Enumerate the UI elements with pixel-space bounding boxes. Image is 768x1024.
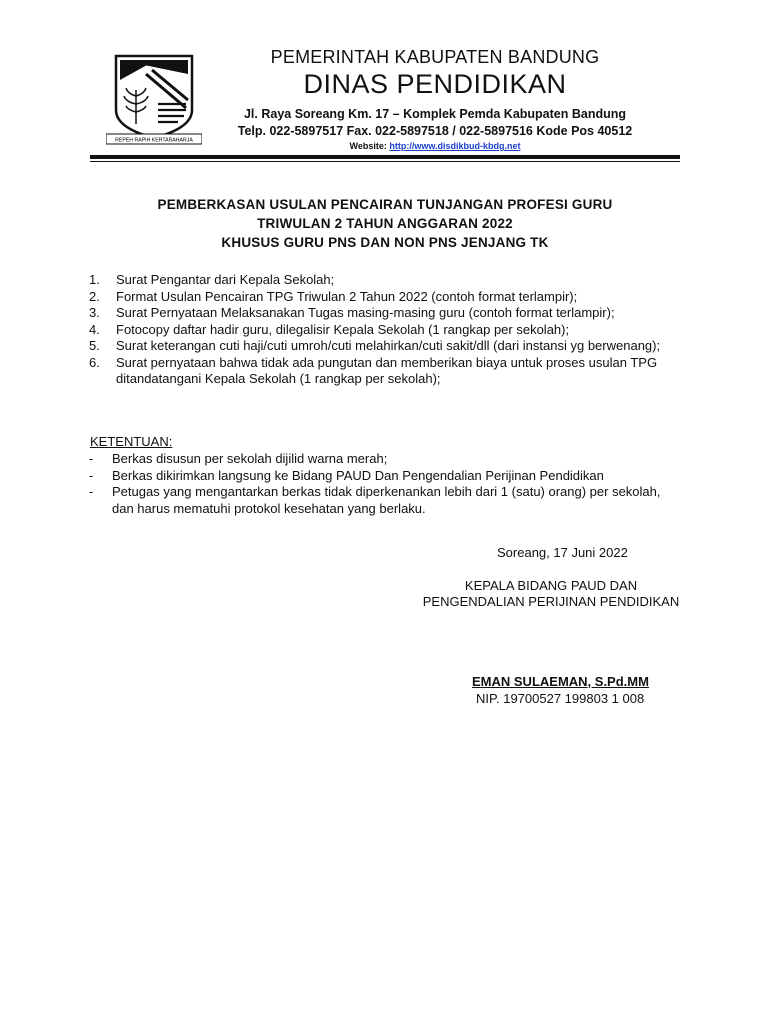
item-text: Berkas disusun per sekolah dijilid warna merah; xyxy=(112,451,388,466)
item-text: Surat Pengantar dari Kepala Sekolah; xyxy=(116,272,335,287)
signer-position xyxy=(420,578,682,610)
item-number: 5. xyxy=(89,338,100,353)
item-number: 1. xyxy=(89,272,100,287)
position-line-2: PENGENDALIAN PERIJINAN PENDIDIKAN xyxy=(422,594,680,609)
list-item xyxy=(89,451,679,468)
item-text: Format Usulan Pencairan TPG Triwulan 2 Tahun 2022 (contoh format terlampir); xyxy=(116,288,578,304)
address: Jl. Raya Soreang Km. 17 – Komplek Pemda Kabupaten Bandung xyxy=(243,107,627,121)
title-line-3: KHUSUS GURU PNS DAN NON PNS JENJANG TK xyxy=(221,235,549,250)
position-line-1: KEPALA BIDANG PAUD DAN xyxy=(464,578,638,593)
list-item xyxy=(89,289,679,306)
signer-name: EMAN SULAEMAN, S.Pd.MM xyxy=(472,674,649,689)
letterhead-rule-thick xyxy=(90,155,680,159)
logo-motto: REPEH RAPIH KERTARAHARJA xyxy=(115,137,193,144)
website-label: Website: xyxy=(349,141,387,151)
list-item xyxy=(89,484,679,517)
item-dash: - xyxy=(89,451,94,466)
title-line-2: TRIWULAN 2 TAHUN ANGGARAN 2022 xyxy=(257,216,513,231)
list-item xyxy=(89,338,679,355)
website-line xyxy=(200,140,670,153)
item-number: 6. xyxy=(89,354,100,370)
government-name: PEMERINTAH KABUPATEN BANDUNG xyxy=(270,47,600,67)
item-dash: - xyxy=(89,484,94,499)
signer-nip: NIP. 19700527 199803 1 008 xyxy=(476,691,645,706)
provisions-list xyxy=(89,451,679,517)
item-number: 3. xyxy=(89,305,100,320)
list-item xyxy=(89,355,679,388)
list-item xyxy=(89,468,679,485)
requirements-list xyxy=(89,272,679,388)
item-text: Surat Pernyataan Melaksanakan Tugas masing-masing guru (contoh format terlampir); xyxy=(116,305,615,320)
agency-name: DINAS PENDIDIKAN xyxy=(303,69,567,99)
letterhead-text xyxy=(200,46,670,153)
title-line-1: PEMBERKASAN USULAN PENCAIRAN TUNJANGAN PROFESI GURU xyxy=(157,197,613,212)
item-text: Surat pernyataan bahwa tidak ada pungutan dan memberikan biaya untuk proses usulan TPG ditandatangani Kepala Sekolah (1 rangkap per sekolah); xyxy=(116,354,658,386)
item-text: Surat keterangan cuti haji/cuti umroh/cuti melahirkan/cuti sakit/dll (dari instansi yg berwenang); xyxy=(116,338,661,353)
document-title xyxy=(90,195,680,252)
list-item xyxy=(89,305,679,322)
item-number: 4. xyxy=(89,321,100,337)
item-number: 2. xyxy=(89,288,100,304)
list-item xyxy=(89,272,679,289)
letterhead-rule-thin xyxy=(90,161,680,162)
regency-emblem-logo xyxy=(106,50,202,146)
place-date: Soreang, 17 Juni 2022 xyxy=(497,545,628,560)
phone-line: Telp. 022-5897517 Fax. 022-5897518 / 022-5897516 Kode Pos 40512 xyxy=(237,124,633,138)
website-link[interactable]: http://www.disdikbud-kbdg.net xyxy=(389,141,521,151)
item-text: Berkas dikirimkan langsung ke Bidang PAUD Dan Pengendalian Perijinan Pendidikan xyxy=(112,467,604,483)
item-text: Petugas yang mengantarkan berkas tidak diperkenankan lebih dari 1 (satu) orang) per sekolah, dan harus mematuhi protokol kesehatan yang berlaku. xyxy=(112,484,661,516)
list-item xyxy=(89,322,679,339)
provisions-heading: KETENTUAN: xyxy=(90,434,173,449)
item-dash: - xyxy=(89,467,94,483)
item-text: Fotocopy daftar hadir guru, dilegalisir Kepala Sekolah (1 rangkap per sekolah); xyxy=(116,321,570,337)
